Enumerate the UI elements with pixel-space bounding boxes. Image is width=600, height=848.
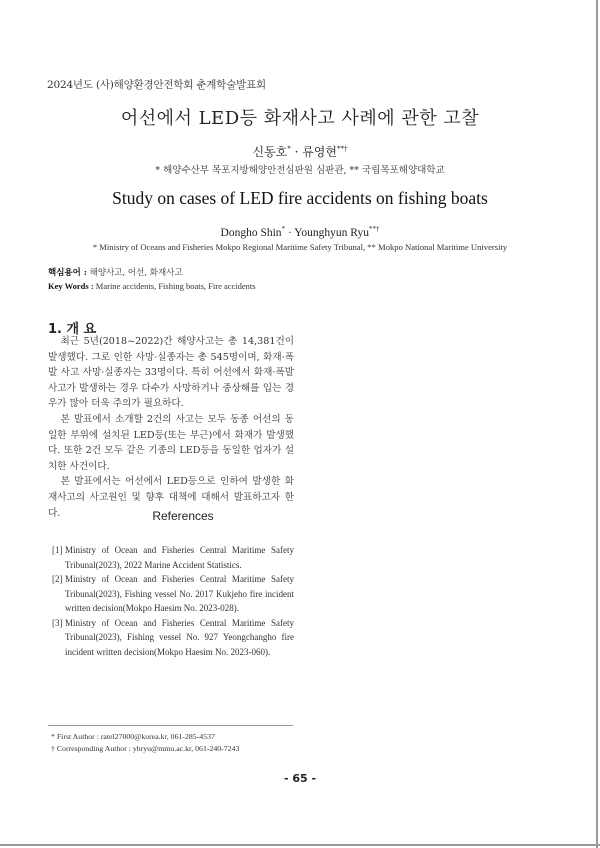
keywords-korean [48, 266, 183, 278]
page-border-bottom [0, 844, 600, 846]
author-separator-en: · [285, 227, 295, 239]
author-1-ko: 신동호 [252, 145, 288, 159]
author-2-ko: 류영현 [302, 145, 337, 159]
keywords-english-text: Marine accidents, Fishing boats, Fire accidents [93, 281, 256, 291]
section-heading-overview: 1. 개 요 [48, 322, 97, 337]
reference-item [52, 572, 294, 616]
references-list [52, 543, 294, 659]
footnote-first-author: * First Author : ratel27000@korea.kr, 061-285-4537 [51, 732, 215, 741]
reference-item [52, 543, 294, 572]
paragraph: 본 발표에서 소개할 2건의 사고는 모두 동종 어선의 동일한 부위에 설치된 LED등(또는 부근)에서 화재가 발생했다. 또한 2건 모두 같은 기종의 LED등을 동일한 업자가 설치한 사건이다. [48, 413, 294, 472]
author-separator-ko: · [290, 145, 303, 159]
footnote-divider [48, 725, 293, 726]
author-1-ko-mark: * [287, 145, 291, 153]
author-2-ko-mark: **† [337, 145, 348, 153]
footnote-corresponding-author: † Corresponding Author : yhryu@mmu.ac.kr, 061-240-7243 [51, 744, 240, 753]
korean-affiliation: * 해양수산부 목포지방해양안전심판원 심판관, ** 국립목포해양대학교 [155, 165, 445, 176]
english-affiliation: * Ministry of Oceans and Fisheries Mokpo Regional Maritime Safety Tribunal, ** Mokpo National Maritime University [92, 242, 508, 252]
paragraph: 본 발표에서는 어선에서 LED등으로 인하여 발생한 화재사고의 사고원인 및 향후 대책에 대해서 발표하고자 한다. [48, 476, 294, 519]
english-authors [0, 227, 600, 239]
reference-number: [3] [52, 617, 63, 628]
overview-body [48, 334, 294, 521]
reference-text: Ministry of Ocean and Fisheries Central Maritime Safety Tribunal(2023), 2022 Marine Accident Statistics. [65, 545, 294, 570]
conference-header: 2024년도 (사)해양환경안전학회 춘계학술발표회 [47, 79, 266, 91]
reference-item [52, 616, 294, 660]
keywords-english [48, 281, 256, 291]
page-border-right [596, 0, 598, 848]
reference-text: Ministry of Ocean and Fisheries Central Maritime Safety Tribunal(2023), Fishing vessel No. 2017 Kukjeho fire incident written decision(Mokpo Haesim No. 2023-028). [65, 574, 294, 613]
author-2-en-mark: **† [368, 225, 380, 234]
reference-number: [2] [52, 574, 63, 584]
keywords-korean-label: 핵심용어 : [48, 268, 87, 278]
footnotes [51, 731, 239, 755]
author-1-en: Dongho Shin [220, 227, 282, 239]
keywords-english-label: Key Words : [48, 281, 94, 291]
korean-authors [0, 143, 600, 160]
english-title: Study on cases of LED fire accidents on fishing boats [112, 188, 488, 208]
reference-text: Ministry of Ocean and Fisheries Central Maritime Safety Tribunal(2023), Fishing vessel No. 927 Yeongchangho fire incident written decision(Mokpo Haesim No. 2023-060). [65, 617, 294, 657]
keywords-korean-text: 해양사고, 어선, 화재사고 [86, 268, 183, 278]
reference-number: [1] [52, 545, 63, 555]
author-1-en-mark: * [281, 225, 286, 234]
page-number: - 65 - [283, 772, 317, 785]
author-2-en: Younghyun Ryu [294, 227, 369, 239]
references-heading: References [152, 509, 214, 523]
korean-title: 어선에서 LED등 화재사고 사례에 관한 고찰 [120, 108, 480, 129]
paragraph: 최근 5년(2018~2022)간 해양사고는 총 14,381건이 발생했다. 그로 인한 사망·실종자는 총 545명이며, 화재·폭발 사고 사망·실종자는 33명이다. 특히 어선에서 화재·폭발 사고가 발생하는 경우 다수가 사망하거나 중상해를 입는 경우가 많아 더욱 주의가 필요하다. [48, 336, 294, 410]
